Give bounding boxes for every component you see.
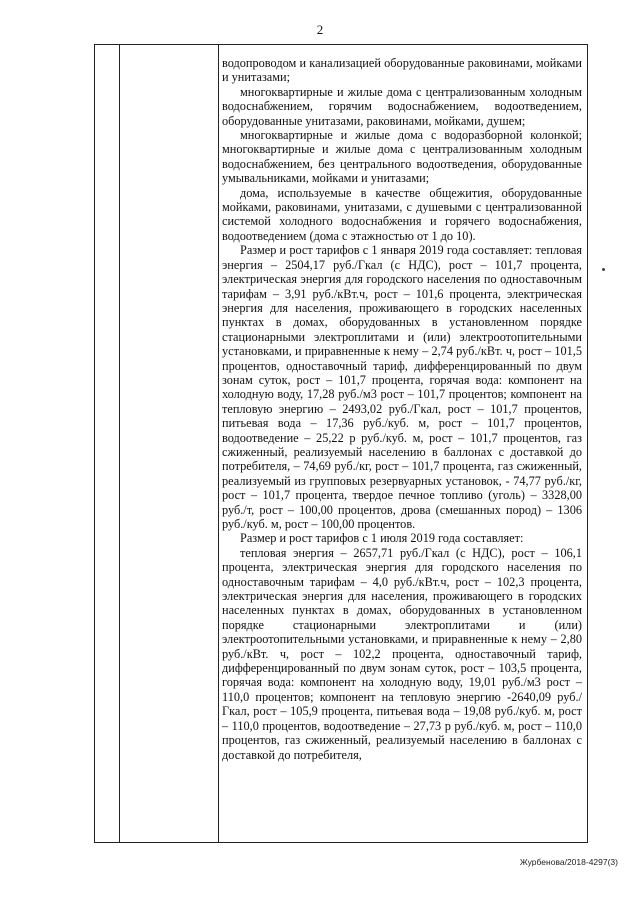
scan-mark <box>602 268 605 271</box>
paragraph-4: дома, используемые в качестве общежития, оборудованные мойками, раковинами, унитазами, с душевыми с централизованной системой холодного водоснабжения и горячего водоснабжения, водоотведением (дома с этажностью от 1 до 10). <box>222 185 582 243</box>
paragraph-7: тепловая энергия – 2657,71 руб./Гкал (с НДС), рост – 106,1 процента, электрическая энергия для городского населения по одноставочным тарифам – 4,0 руб./кВт.ч, рост – 102,3 процента, электрическая энергия для населения, проживающего в городских населенных пунктах в домах, оборудованных в установленном порядке стационарными электроплитами и (или) электроотопительными установками, и приравненные к нему – 2,80 руб./кВт. ч, рост – 102,2 процента, одноставочный тариф, дифференцированный по двум зонам суток, рост – 103,5 процента, горячая вода: компонент на холодную воду, 19,01 руб./м3 рост – 110,0 процентов; компонент на тепловую энергию -2640,09 руб./Гкал, рост – 105,9 процента, питьевая вода – 19,08 руб./куб. м, рост – 110,0 процентов, водоотведение – 27,73 р руб./куб. м, рост – 110,0 процентов, газ сжиженный, реализуемый населению в баллонах с доставкой до потребителя, <box>222 545 582 762</box>
page-number: 2 <box>316 22 324 37</box>
column-divider-2 <box>218 45 219 842</box>
paragraph-5: Размер и рост тарифов с 1 января 2019 года составляет: тепловая энергия – 2504,17 руб./Гкал (с НДС), рост – 101,7 процента, электрическая энергия для городского населения по одноставочным тарифам – 3,91 руб./кВт.ч, рост – 101,6 процента, электрическая энергия для населения, проживающего в городских населенных пунктах в домах, оборудованных в установленном порядке стационарными электроплитами и (или) электроотопительными установками, и приравненные к нему – 2,74 руб./кВт. ч, рост – 101,5 процентов, одноставочный тариф, дифференцированный по двум зонам суток, рост – 101,7 процента, горячая вода: компонент на холодную воду, 17,28 руб./м3 рост – 101,7 процентов; компонент на тепловую энергию – 2493,02 руб./Гкал, рост – 101,7 процентов, питьевая вода – 17,36 руб./куб. м, рост – 101,7 процентов, водоотведение – 25,22 р руб./куб. м, рост – 101,7 процентов, газ сжиженный, реализуемый населению в баллонах с доставкой до потребителя, – 74,69 руб./кг, рост – 101,7 процента, газ сжиженный, реализуемый из групповых резервуарных установок, - 74,77 руб./кг, рост – 101,7 процента, твердое печное топливо (уголь) – 3328,00 руб./т, рост – 100,00 процентов, дрова (смешанных пород) – 1306 руб./куб. м, рост – 100,00 процентов. <box>222 243 582 531</box>
paragraph-2: многоквартирные и жилые дома с централизованным холодным водоснабжением, горячим водоснабжением, водоотведением, оборудованные унитазами, раковинами, мойками, душем; <box>222 84 582 128</box>
paragraph-1: водопроводом и канализацией оборудованные раковинами, мойками и унитазами; <box>222 56 582 85</box>
column-divider-1 <box>119 45 120 842</box>
footer-code: Журбенова/2018-4297(3) <box>519 857 618 867</box>
paragraph-6: Размер и рост тарифов с 1 июля 2019 года составляет: <box>240 531 524 546</box>
text-column <box>222 56 582 762</box>
paragraph-3: многоквартирные и жилые дома с водоразборной колонкой; многоквартирные и жилые дома с централизованным холодным водоснабжением, без центрального водоотведения, оборудованные умывальниками, мойками и унитазами; <box>222 128 582 186</box>
